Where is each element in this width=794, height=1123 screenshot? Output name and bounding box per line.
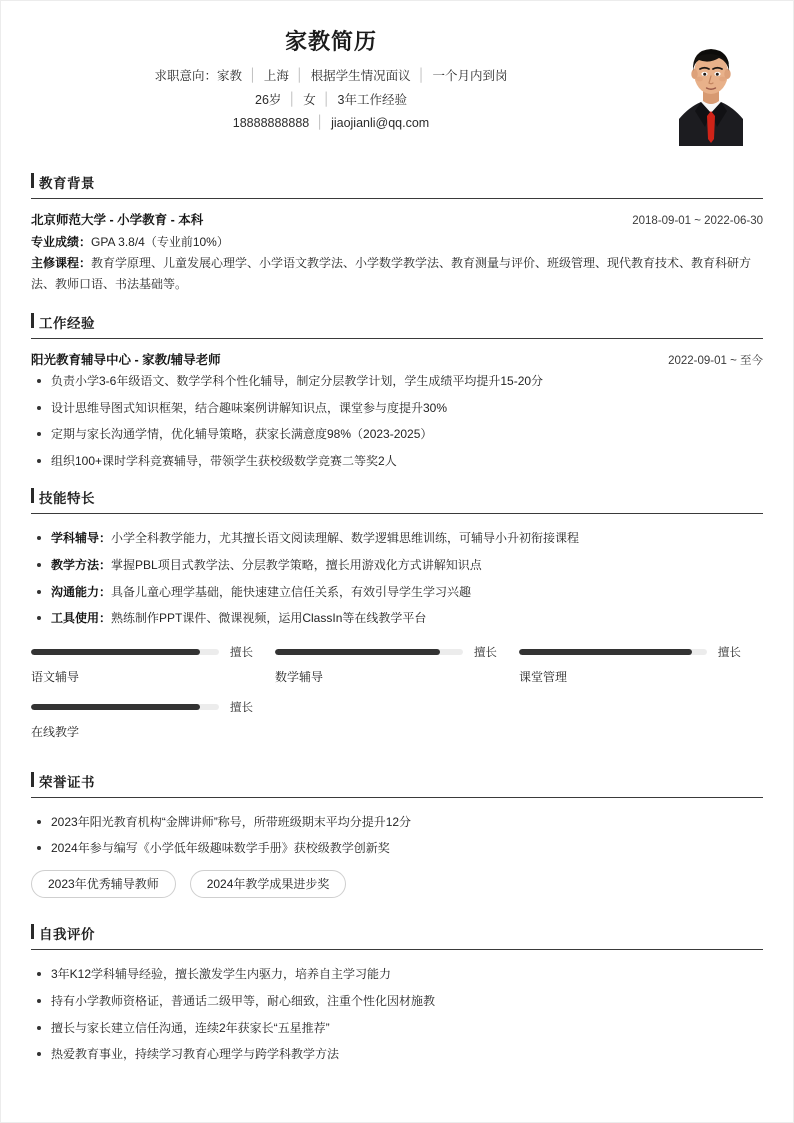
work-bullet-list xyxy=(31,372,763,470)
separator-icon: │ xyxy=(295,68,304,83)
work-date: 2022-09-01 ~ 至今 xyxy=(668,355,763,367)
personal-age: 26岁 xyxy=(255,92,282,107)
page-title: 家教简历 xyxy=(284,29,377,54)
contact-email[interactable]: jiaojianli@qq.com xyxy=(331,115,430,130)
list-item: 负责小学3-6年级语文、数学学科个性化辅导，制定分层教学计划，学生成绩平均提升15-20分 xyxy=(31,372,763,391)
section-header-honors xyxy=(31,771,763,798)
section-body-skills xyxy=(31,514,763,753)
personal-gender: 女 xyxy=(303,92,316,107)
skill-bar-item xyxy=(31,699,275,740)
personal-experience: 3年工作经验 xyxy=(337,92,407,107)
separator-icon: │ xyxy=(288,91,297,106)
job-intent-salary: 根据学生情况面议 xyxy=(310,69,411,84)
section-header-work xyxy=(31,312,763,339)
section-header-skills xyxy=(31,487,763,514)
status-badge[interactable]: 2023年优秀辅导教师 xyxy=(31,870,176,898)
skills-bullet-list xyxy=(31,529,763,627)
list-item: 热爱教育事业，持续学习教育心理学与跨学科教学方法 xyxy=(31,1045,763,1064)
education-school: 北京师范大学 - 小学教育 - 本科 xyxy=(31,213,204,227)
skill-label: 教学方法： xyxy=(51,557,112,572)
list-item: 持有小学教师资格证，普通话二级甲等，耐心细致，注重个性化因材施教 xyxy=(31,992,763,1011)
job-intent-city: 上海 xyxy=(263,69,289,84)
skill-label: 学科辅导： xyxy=(51,531,112,546)
separator-icon: │ xyxy=(249,68,257,83)
skill-bar-track xyxy=(31,704,219,710)
section-work-experience xyxy=(31,312,763,470)
education-date: 2018-09-01 ~ 2022-06-30 xyxy=(632,215,763,227)
skill-bar-row xyxy=(275,644,497,660)
job-intent-label: 求职意向： xyxy=(154,69,217,84)
status-badge[interactable]: 2024年教学成果进步奖 xyxy=(190,870,347,898)
skill-bar-track xyxy=(519,649,707,655)
education-entry-row xyxy=(31,210,763,228)
skill-bar-fill xyxy=(275,649,440,655)
section-skills xyxy=(31,487,763,753)
separator-icon: │ xyxy=(316,114,325,129)
honors-bullet-list xyxy=(31,813,763,858)
skill-bar-item xyxy=(31,644,275,685)
skill-text: 小学全科教学能力，尤其擅长语文阅读理解、数学逻辑思维训练，可辅导小升初衔接课程 xyxy=(111,531,580,546)
job-intent-position: 家教 xyxy=(217,69,243,84)
work-company: 阳光教育辅导中心 - 家教/辅导老师 xyxy=(31,353,221,367)
section-body-self xyxy=(31,950,763,1063)
skill-bar-row xyxy=(519,644,741,660)
separator-icon: │ xyxy=(417,68,426,83)
avatar xyxy=(661,31,761,146)
skill-bar-name: 数学辅导 xyxy=(274,669,323,684)
list-item: 擅长与家长建立信任沟通，连续2年获家长“五星推荐” xyxy=(31,1019,763,1038)
contact-phone[interactable]: 18888888888 xyxy=(232,115,310,130)
skill-label: 沟通能力： xyxy=(51,584,112,599)
section-title: 教育背景 xyxy=(39,176,95,191)
skill-text: 掌握PBL项目式教学法、分层教学策略，擅长用游戏化方式讲解知识点 xyxy=(111,557,482,572)
portrait-illustration xyxy=(661,31,761,146)
list-item: 2023年阳光教育机构“金牌讲师”称号，所带班级期末平均分提升12分 xyxy=(31,813,763,832)
resume-header xyxy=(31,29,763,155)
skill-text: 具备儿童心理学基础，能快速建立信任关系，有效引导学生学习兴趣 xyxy=(111,584,472,599)
skill-label: 工具使用： xyxy=(51,611,112,626)
list-item: 3年K12学科辅导经验，擅长激发学生内驱力，培养自主学习能力 xyxy=(31,965,763,984)
skill-bar-level: 擅长 xyxy=(229,701,253,714)
education-gpa-value: GPA 3.8/4（专业前10%） xyxy=(91,235,229,249)
education-courses-row xyxy=(31,253,763,295)
list-item xyxy=(31,583,763,602)
skill-bar-level: 擅长 xyxy=(473,646,497,659)
separator-icon: │ xyxy=(322,91,331,106)
skill-text: 熟练制作PPT课件、微课视频，运用ClassIn等在线教学平台 xyxy=(111,611,427,626)
self-bullet-list xyxy=(31,965,763,1063)
list-item xyxy=(31,609,763,628)
skill-bar-level: 擅长 xyxy=(229,646,253,659)
skill-bar-fill xyxy=(31,649,200,655)
skill-bar-item xyxy=(275,644,519,685)
skill-bar-row xyxy=(31,644,253,660)
section-title: 荣誉证书 xyxy=(39,774,95,790)
education-courses-value: 教育学原理、儿童发展心理学、小学语文教学法、小学数学教学法、教育测量与评价、班级管理、现代教育技术、教育科研方法、教师口语、书法基础等。 xyxy=(31,256,752,291)
list-item xyxy=(31,529,763,548)
skill-bar-track xyxy=(275,649,463,655)
honor-tag-group xyxy=(31,870,763,906)
skill-bar-fill xyxy=(31,704,200,710)
section-header-education xyxy=(31,172,763,199)
section-honors xyxy=(31,771,763,907)
section-education xyxy=(31,172,763,295)
contact-line xyxy=(31,114,631,132)
list-item: 组织100+课时学科竞赛辅导，带领学生获校级数学竞赛二等奖2人 xyxy=(31,452,763,471)
section-self-evaluation xyxy=(31,923,763,1063)
header-text-block xyxy=(31,29,631,132)
section-title: 技能特长 xyxy=(39,491,95,507)
skill-bar-level: 擅长 xyxy=(717,646,741,659)
section-body-work xyxy=(31,339,763,470)
work-entry-row xyxy=(31,350,763,368)
education-gpa-row xyxy=(31,232,763,253)
section-title: 工作经验 xyxy=(39,316,95,331)
skill-bar-row xyxy=(31,699,253,715)
section-title: 自我评价 xyxy=(39,927,95,943)
list-item: 设计思维导图式知识框架，结合趣味案例讲解知识点，课堂参与度提升30% xyxy=(31,399,763,418)
job-intent-line xyxy=(31,67,631,85)
skill-bar-name: 语文辅导 xyxy=(31,669,80,684)
education-courses-label: 主修课程： xyxy=(31,256,92,270)
job-intent-availability: 一个月内到岗 xyxy=(432,69,508,84)
section-body-education xyxy=(31,199,763,295)
skill-bar-name: 课堂管理 xyxy=(518,669,567,684)
skill-bar-name: 在线教学 xyxy=(31,724,80,739)
section-body-honors xyxy=(31,798,763,907)
skill-bar-grid xyxy=(31,644,763,754)
section-header-self xyxy=(31,923,763,950)
skill-bar-fill xyxy=(519,649,692,655)
personal-info-line xyxy=(31,91,631,109)
list-item xyxy=(31,556,763,575)
resume-content xyxy=(1,1,793,1064)
education-gpa-label: 专业成绩： xyxy=(31,235,92,249)
skill-bar-track xyxy=(31,649,219,655)
list-item: 2024年参与编写《小学低年级趣味数学手册》获校级教学创新奖 xyxy=(31,839,763,858)
skill-bar-item xyxy=(519,644,763,685)
list-item: 定期与家长沟通学情，优化辅导策略，获家长满意度98%（2023-2025） xyxy=(31,425,763,444)
